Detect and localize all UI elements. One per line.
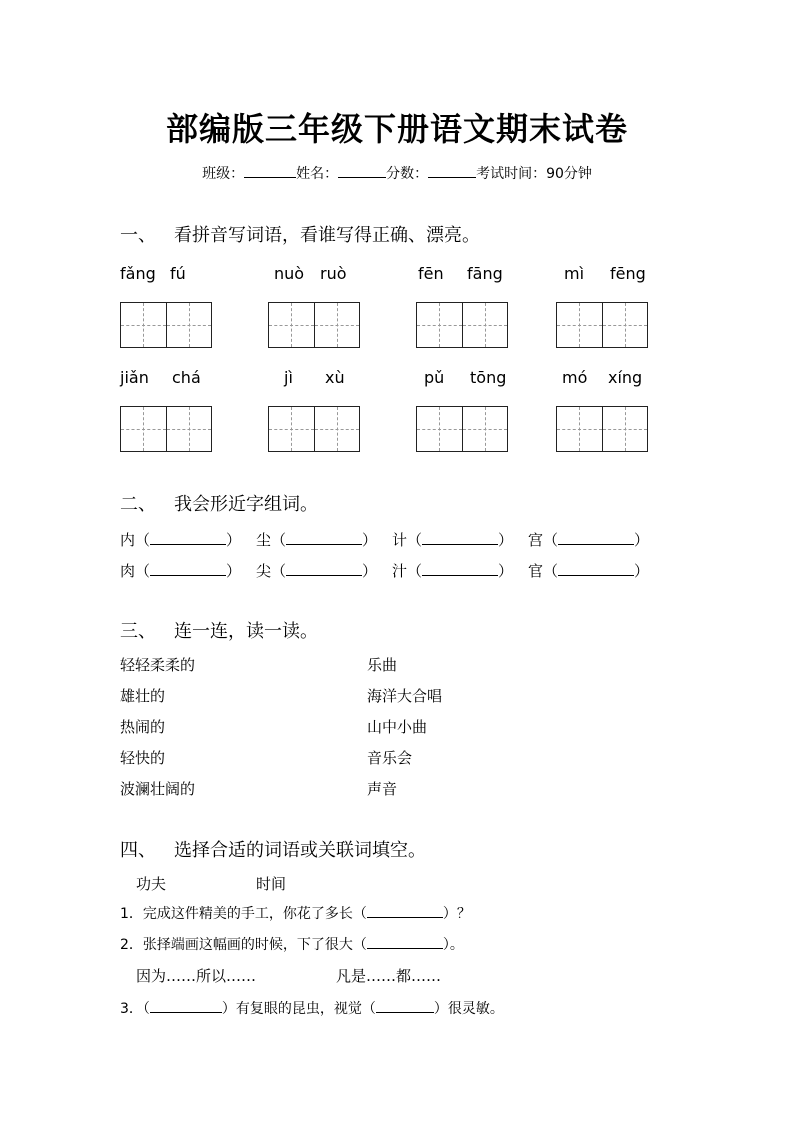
answer-blank[interactable]: [558, 561, 634, 576]
char-label: 尘（: [256, 531, 287, 549]
char-item: [392, 529, 513, 550]
match-right-item[interactable]: 乐曲: [367, 656, 398, 674]
pinyin-3a: fēn: [418, 264, 444, 283]
answer-blank[interactable]: [558, 530, 634, 545]
word-option: 功夫: [136, 875, 167, 893]
char-label: 尖（: [256, 562, 287, 580]
class-label: 班级：: [202, 166, 245, 182]
char-label: 计（: [392, 531, 423, 549]
page-title: 部编版三年级下册语文期末试卷: [165, 110, 628, 148]
answer-blank[interactable]: [150, 530, 226, 545]
char-item: [392, 560, 513, 581]
char-label: 肉（: [120, 562, 151, 580]
section-number: 四、: [120, 840, 156, 861]
writing-grid[interactable]: [556, 302, 648, 348]
answer-blank[interactable]: [286, 561, 362, 576]
question-3: [120, 998, 504, 1018]
answer-blank[interactable]: [286, 530, 362, 545]
section-4-heading: [120, 836, 426, 862]
question-text: 1．完成这件精美的手工，你花了多长（: [120, 906, 367, 922]
char-item: [120, 529, 241, 550]
char-item: [256, 529, 377, 550]
section-number: 二、: [120, 494, 156, 515]
score-blank[interactable]: [428, 163, 476, 178]
section-text: 选择合适的词语或关联词填空。: [174, 840, 426, 861]
writing-grid[interactable]: [556, 406, 648, 452]
char-item: [528, 560, 649, 581]
answer-blank[interactable]: [367, 903, 443, 918]
close-paren: ）: [226, 531, 242, 549]
close-paren: ）: [498, 562, 514, 580]
name-label: 姓名：: [296, 166, 339, 182]
question-text: ）。: [442, 937, 464, 953]
section-text: 连一连，读一读。: [174, 621, 318, 642]
match-left-item[interactable]: 波澜壮阔的: [120, 780, 196, 798]
match-left-item[interactable]: 热闹的: [120, 718, 166, 736]
question-text: ）很灵敏。: [433, 1001, 504, 1017]
pinyin-1a: fǎng: [120, 264, 156, 283]
conjunction-option: 因为……所以……: [136, 967, 257, 985]
answer-blank[interactable]: [422, 561, 498, 576]
question-text: 2．张择端画这幅画的时候，下了很大（: [120, 937, 367, 953]
char-label: 内（: [120, 531, 151, 549]
pinyin-4b: fēng: [610, 264, 646, 283]
writing-grid[interactable]: [416, 302, 508, 348]
match-right-item[interactable]: 声音: [367, 780, 398, 798]
pinyin-5a: jiǎn: [120, 368, 149, 387]
match-left-item[interactable]: 轻轻柔柔的: [120, 656, 196, 674]
name-blank[interactable]: [338, 163, 386, 178]
pinyin-6a: jì: [284, 368, 293, 387]
close-paren: ）: [362, 562, 378, 580]
section-number: 三、: [120, 621, 156, 642]
char-item: [256, 560, 377, 581]
char-label: 宫（: [528, 531, 559, 549]
char-label: 汁（: [392, 562, 423, 580]
student-info-line: [0, 163, 794, 183]
question-text: ）？: [442, 906, 471, 922]
section-text: 看拼音写词语，看谁写得正确、漂亮。: [174, 225, 480, 246]
pinyin-7b: tōng: [470, 368, 507, 387]
match-right-item[interactable]: 海洋大合唱: [367, 687, 443, 705]
answer-blank[interactable]: [150, 998, 222, 1013]
match-left-item[interactable]: 雄壮的: [120, 687, 166, 705]
writing-grid[interactable]: [120, 302, 212, 348]
close-paren: ）: [226, 562, 242, 580]
pinyin-3b: fāng: [467, 264, 503, 283]
section-3-heading: [120, 617, 318, 643]
word-option: 时间: [256, 875, 287, 893]
pinyin-8b: xíng: [608, 368, 643, 387]
question-text: 3．（: [120, 1001, 150, 1017]
pinyin-8a: mó: [562, 368, 588, 387]
pinyin-2a: nuò: [274, 264, 305, 283]
writing-grid[interactable]: [268, 302, 360, 348]
pinyin-6b: xù: [325, 368, 345, 387]
pinyin-2b: ruò: [320, 264, 347, 283]
section-1-heading: [120, 221, 480, 247]
question-2: [120, 934, 464, 954]
char-label: 官（: [528, 562, 559, 580]
answer-blank[interactable]: [150, 561, 226, 576]
char-item: [120, 560, 241, 581]
score-label: 分数：: [386, 166, 429, 182]
answer-blank[interactable]: [367, 934, 443, 949]
close-paren: ）: [362, 531, 378, 549]
section-2-heading: [120, 490, 318, 516]
match-right-item[interactable]: 音乐会: [367, 749, 413, 767]
char-item: [528, 529, 649, 550]
close-paren: ）: [634, 531, 650, 549]
match-right-item[interactable]: 山中小曲: [367, 718, 428, 736]
class-blank[interactable]: [244, 163, 296, 178]
match-left-item[interactable]: 轻快的: [120, 749, 166, 767]
section-number: 一、: [120, 225, 156, 246]
question-text: ）有复眼的昆虫，视觉（: [221, 1001, 376, 1017]
conjunction-option: 凡是……都……: [336, 967, 442, 985]
close-paren: ）: [498, 531, 514, 549]
question-1: [120, 903, 471, 923]
answer-blank[interactable]: [422, 530, 498, 545]
pinyin-1b: fú: [170, 264, 186, 283]
pinyin-7a: pǔ: [424, 368, 445, 387]
writing-grid[interactable]: [120, 406, 212, 452]
pinyin-4a: mì: [564, 264, 585, 283]
close-paren: ）: [634, 562, 650, 580]
answer-blank[interactable]: [376, 998, 434, 1013]
section-text: 我会形近字组词。: [174, 494, 318, 515]
pinyin-5b: chá: [172, 368, 201, 387]
time-label: 考试时间：90分钟: [476, 166, 592, 182]
writing-grid[interactable]: [268, 406, 360, 452]
writing-grid[interactable]: [416, 406, 508, 452]
